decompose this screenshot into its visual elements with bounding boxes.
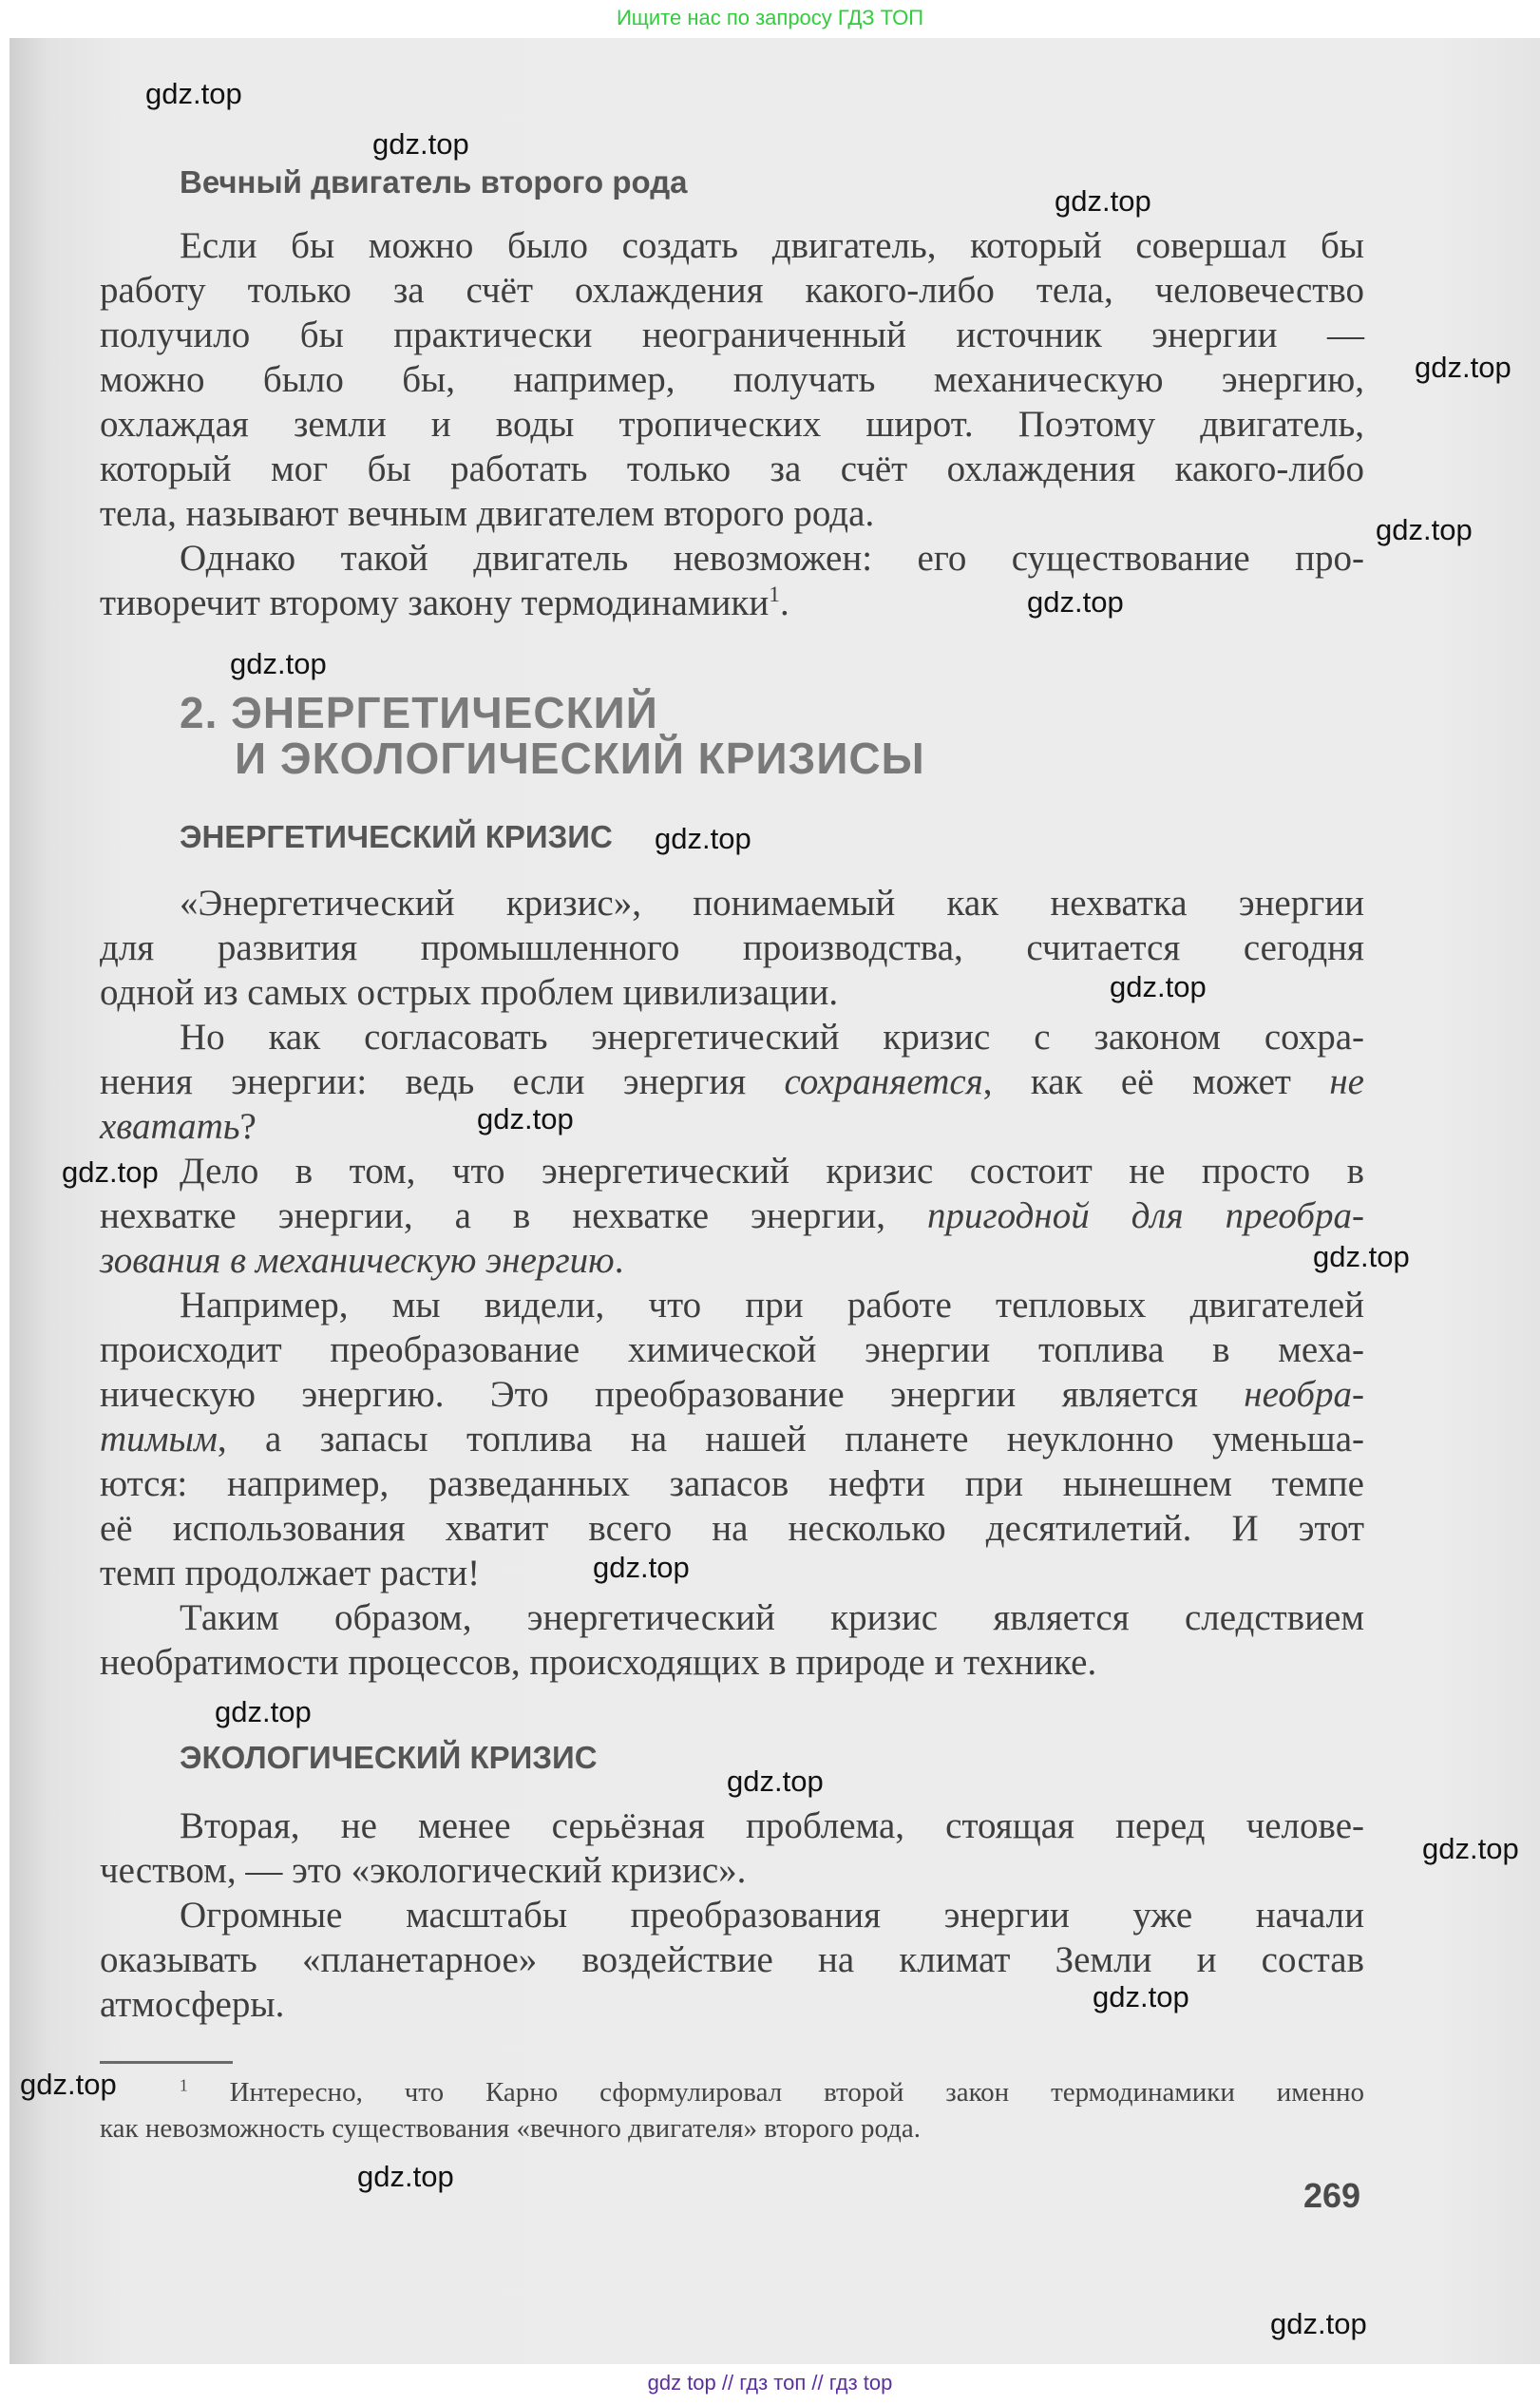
watermark: gdz.top xyxy=(655,822,751,855)
footnote-line xyxy=(100,2110,1364,2146)
text-segment: «Энергетический кризис», понимаемый как нехватка энергии xyxy=(180,883,1364,924)
text-line xyxy=(100,1551,1364,1595)
top-banner: Ищите нас по запросу ГДЗ ТОП xyxy=(616,6,924,29)
watermark: gdz.top xyxy=(593,1551,690,1584)
watermark: gdz.top xyxy=(357,2160,454,2193)
text-line xyxy=(100,1595,1364,1640)
text-segment: ются: например, разведанных запасов нефти при нынешнем темпе xyxy=(100,1463,1364,1504)
text-segment: атмосферы. xyxy=(100,1984,285,2025)
watermark: gdz.top xyxy=(20,2068,117,2101)
text-line xyxy=(100,491,1364,536)
text-segment: Дело в том, что энергетический кризис состоит не просто в xyxy=(180,1151,1364,1192)
text-line xyxy=(100,1283,1364,1327)
watermark: gdz.top xyxy=(1422,1832,1519,1865)
text-line xyxy=(100,1803,1364,1848)
watermark: gdz.top xyxy=(1270,2307,1367,2340)
italic-text: не xyxy=(1329,1061,1364,1102)
bottom-banner: gdz top // гдз топ // гдз top xyxy=(647,2371,893,2394)
text-segment: работу только за счёт охлаждения какого-либо тела, человечество xyxy=(100,270,1364,311)
text-line xyxy=(100,223,1364,268)
text-segment: , а запасы топлива на нашей планете неуклонно уменьша- xyxy=(217,1419,1364,1460)
subheading-energy-crisis: ЭНЕРГЕТИЧЕСКИЙ КРИЗИС xyxy=(180,819,613,854)
text-line xyxy=(100,447,1364,491)
italic-text: хватать xyxy=(100,1106,240,1147)
text-segment: охлаждая земли и воды тропических широт. Поэтому двигатель, xyxy=(100,404,1364,445)
text-line xyxy=(100,1848,1364,1893)
text-segment: Но как согласовать энергетический кризис с законом сохра- xyxy=(180,1017,1364,1058)
text-line xyxy=(100,1238,1364,1283)
text-line xyxy=(100,1327,1364,1372)
text-segment: который мог бы работать только за счёт охлаждения какого-либо xyxy=(100,448,1364,489)
footnote-text: как невозможность существования «вечного двигателя» второго рода. xyxy=(100,2113,921,2144)
text-line xyxy=(100,1461,1364,1506)
text-segment: необратимости процессов, происходящих в природе и технике. xyxy=(100,1642,1097,1683)
text-segment: её использования хватит всего на несколько десятилетий. И этот xyxy=(100,1508,1364,1549)
watermark: gdz.top xyxy=(477,1102,574,1135)
text-segment: оказывать «планетарное» воздействие на климат Земли и состав xyxy=(100,1939,1364,1980)
text-segment: тела, называют вечным двигателем второго рода. xyxy=(100,493,875,534)
text-segment: получило бы практически неограниченный источник энергии — xyxy=(100,315,1364,355)
subheading-ecological-crisis: ЭКОЛОГИЧЕСКИЙ КРИЗИС xyxy=(180,1740,598,1775)
text-line xyxy=(100,1104,1364,1149)
text-segment: Таким образом, энергетический кризис является следствием xyxy=(180,1597,1364,1638)
footnote-reference: 1 xyxy=(769,582,780,607)
footnote-marker: 1 xyxy=(180,2075,188,2095)
footnote-line xyxy=(100,2074,1364,2110)
italic-text: необра- xyxy=(1244,1374,1364,1415)
watermark: gdz.top xyxy=(1093,1980,1189,2013)
page-number: 269 xyxy=(1303,2176,1361,2215)
text-segment: . xyxy=(779,582,789,623)
text-line xyxy=(100,925,1364,970)
footnote-divider xyxy=(100,2061,233,2064)
footnote-text: Интересно, что Карно сформулировал второй закон термодинамики именно xyxy=(229,2077,1364,2108)
text-line xyxy=(100,357,1364,402)
text-line xyxy=(100,1417,1364,1461)
text-block-perpetual-motion xyxy=(100,223,1364,625)
text-segment: происходит преобразование химической энергии топлива в меха- xyxy=(100,1329,1364,1370)
text-line xyxy=(100,1193,1364,1238)
watermark: gdz.top xyxy=(372,127,469,161)
text-segment: одной из самых острых проблем цивилизации. xyxy=(100,972,839,1013)
italic-text: зования в механическую энергию xyxy=(100,1240,615,1281)
watermark: gdz.top xyxy=(1415,351,1511,384)
text-line xyxy=(100,581,1364,625)
text-line xyxy=(100,1893,1364,1937)
section-heading-line-2: И ЭКОЛОГИЧЕСКИЙ КРИЗИСЫ xyxy=(235,734,925,783)
text-segment: ? xyxy=(239,1106,257,1147)
italic-text: сохраняется xyxy=(784,1061,983,1102)
watermark: gdz.top xyxy=(62,1155,159,1189)
text-segment: Если бы можно было создать двигатель, который совершал бы xyxy=(180,225,1364,266)
text-segment: Вторая, не менее серьёзная проблема, стоящая перед челове- xyxy=(180,1805,1364,1846)
text-line xyxy=(100,402,1364,447)
watermark: gdz.top xyxy=(145,77,242,110)
text-segment: ническую энергию. Это преобразование энергии является xyxy=(100,1374,1245,1415)
watermark: gdz.top xyxy=(1027,585,1124,619)
watermark: gdz.top xyxy=(1376,513,1473,546)
text-segment: Однако такой двигатель невозможен: его существование про- xyxy=(180,538,1364,579)
text-segment: Огромные масштабы преобразования энергии уже начали xyxy=(180,1895,1364,1936)
text-line xyxy=(100,1015,1364,1059)
text-segment: . xyxy=(614,1240,624,1281)
watermark: gdz.top xyxy=(1313,1240,1410,1273)
text-segment: нехватке энергии, а в нехватке энергии, xyxy=(100,1195,927,1236)
text-segment: , как её может xyxy=(982,1061,1330,1102)
watermark: gdz.top xyxy=(1055,184,1151,218)
text-line xyxy=(100,1372,1364,1417)
footnote xyxy=(100,2074,1364,2146)
text-segment: чеством, — это «экологический кризис». xyxy=(100,1850,747,1891)
italic-text: пригодной для преобра- xyxy=(926,1195,1364,1236)
text-line xyxy=(100,1059,1364,1104)
text-line xyxy=(100,881,1364,925)
text-line xyxy=(100,536,1364,581)
section-heading-line-1: 2. ЭНЕРГЕТИЧЕСКИЙ xyxy=(180,688,658,737)
text-segment: для развития промышленного производства, считается сегодня xyxy=(100,927,1364,968)
subheading-perpetual-motion: Вечный двигатель второго рода xyxy=(180,164,688,200)
italic-text: тимым xyxy=(100,1419,218,1460)
watermark: gdz.top xyxy=(215,1695,312,1728)
watermark: gdz.top xyxy=(230,647,327,680)
text-segment: нения энергии: ведь если энергия xyxy=(100,1061,785,1102)
text-segment: можно было бы, например, получать механическую энергию, xyxy=(100,359,1364,400)
text-segment: Например, мы видели, что при работе тепловых двигателей xyxy=(180,1285,1364,1326)
text-line xyxy=(100,1506,1364,1551)
text-segment: темп продолжает расти! xyxy=(100,1553,481,1593)
watermark: gdz.top xyxy=(727,1765,824,1798)
text-segment: тиворечит второму закону термодинамики xyxy=(100,582,770,623)
text-line xyxy=(100,268,1364,313)
text-line xyxy=(100,1937,1364,1982)
text-line xyxy=(100,1149,1364,1193)
watermark: gdz.top xyxy=(1110,970,1207,1003)
text-line xyxy=(100,1640,1364,1685)
text-line xyxy=(100,313,1364,357)
